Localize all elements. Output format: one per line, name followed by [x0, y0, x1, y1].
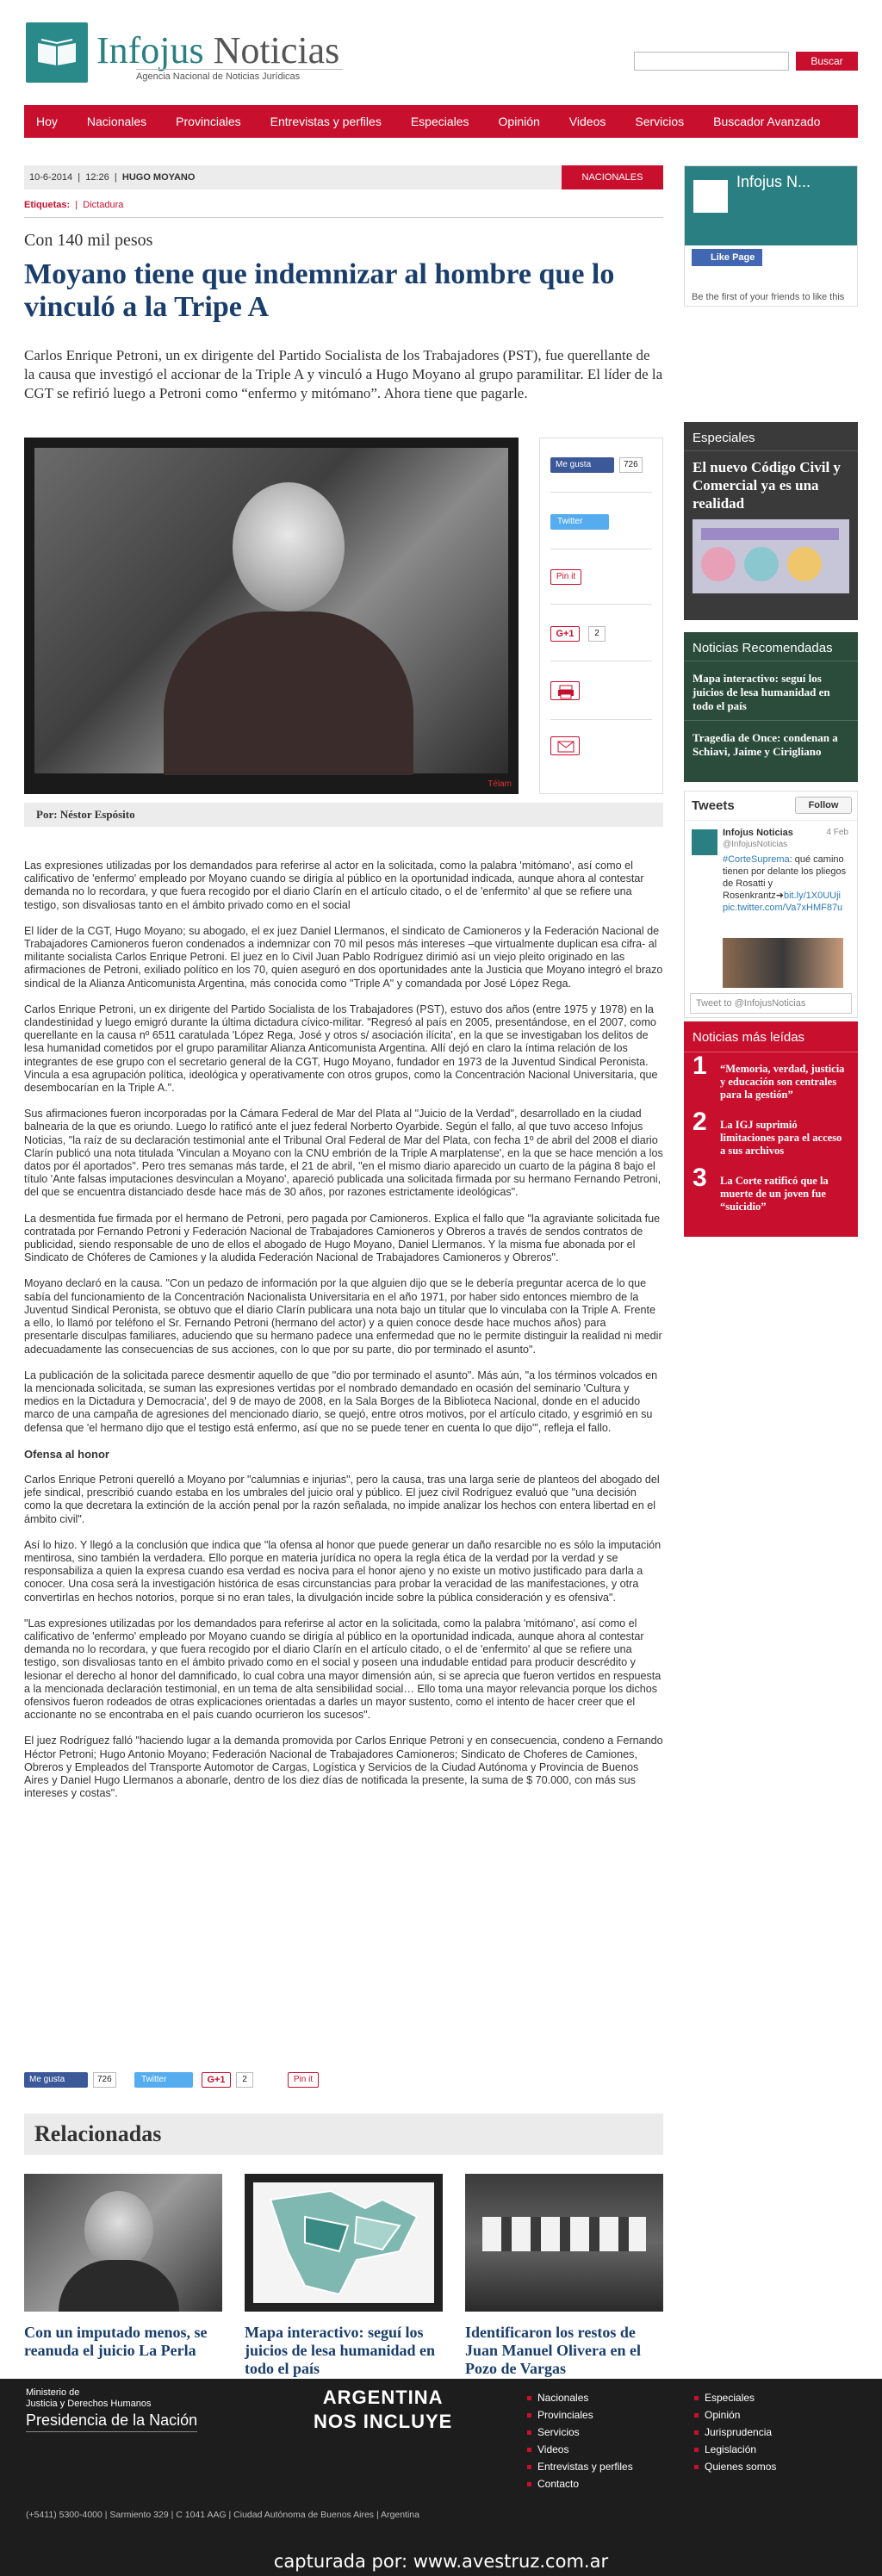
section-badge[interactable]: NACIONALES [562, 165, 663, 189]
related-card[interactable] [24, 2174, 222, 2360]
photo-figure-head [233, 482, 345, 611]
logo-icon [692, 178, 730, 214]
facebook-like-count: 726 [619, 457, 643, 473]
article-topic[interactable]: HUGO MOYANO [121, 172, 196, 183]
footer-links-col2 [694, 2389, 776, 2475]
subheading: Ofensa al honor [24, 1447, 109, 1461]
facebook-page-name[interactable]: Infojus N... [736, 173, 811, 190]
article-time: 12:26 [85, 172, 109, 183]
tag-link[interactable]: Dictadura [83, 200, 124, 210]
recomendadas-heading: Noticias Recomendadas [693, 641, 833, 655]
tweet-date[interactable]: 4 Feb [826, 828, 848, 837]
tweets-heading: Tweets [685, 791, 857, 821]
facebook-page-widget [684, 165, 858, 307]
photo-credit: Télam [488, 779, 512, 789]
mas-leidas-text[interactable]: La IGJ suprimió limitaciones para el acceso a sus archivos [720, 1119, 842, 1157]
tweet-pic-link[interactable]: pic.twitter.com/Va7xHMF87u [723, 903, 843, 913]
nav-item-opinion[interactable]: Opinión [498, 115, 540, 128]
recomendada-item[interactable]: Tragedia de Once: condenan a Schiavi, Jaime y Cirigliano [684, 720, 858, 766]
tweet-link[interactable]: bit.ly/1X0UUji [783, 891, 841, 901]
footer-link[interactable]: Servicios [527, 2424, 633, 2441]
paragraph: La desmentida fue firmada por el hermano de Petroni, pero pagada por Camioneros. Explica el fallo que "la agraviante solicitada fue contratada por Fernando Petroni y Federación Nacional de Trabajadores Camioneros y Obreros a través de sendos contratos de publicidad, siendo responsable de uno de ellos el abogado de Hugo Moyano, Daniel Llermanos. Y la misma fue abonada por el Sindicato de Chóferes de Camiones y la aludida Federación Nacional de Trabajadores Camioneros y Obreros". [24, 1212, 661, 1264]
tags-row: Etiquetas: | Dictadura [24, 200, 124, 210]
footer-slogan-line1: ARGENTINA [322, 2387, 444, 2408]
footer-links-col1 [527, 2389, 633, 2492]
article-lead: Carlos Enrique Petroni, un ex dirigente del Partido Socialista de los Trabajadores (PST), fue querellante de la causa que investigó el accionar de la Triple A y vinculó a Hugo Moyano al grupo paramilitar. El líder de la CGT se refirió luego a Petroni como “enfermo y mitómano”. Ahora tiene que pagarle. [24, 347, 663, 401]
mas-leidas-item[interactable] [684, 1164, 858, 1220]
footer-link[interactable]: Videos [527, 2441, 633, 2458]
paragraph: Carlos Enrique Petroni querelló a Moyano por "calumnias e injurias", pero la causa, tras una larga serie de planteos del abogado del jefe sindical, prescribió cuando estaba en los umbrales del juicio oral y público. El juez civil Rodríguez evaluó que "una decisión como la que decretara la extinción de la acción penal por la razón señalada, no impide analizar los hechos con entera libertad en el ámbito civil". [24, 1473, 660, 1525]
footer-link[interactable]: Provinciales [527, 2406, 633, 2424]
recomendadas-box [684, 632, 858, 782]
tagline: Agencia Nacional de Noticias Jurídicas [136, 69, 343, 82]
related-caption[interactable]: Con un imputado menos, se reanuda el juicio La Perla [24, 2324, 208, 2359]
especiales-image[interactable] [693, 519, 849, 593]
tweet-text [723, 853, 852, 914]
avatar[interactable] [692, 829, 717, 855]
especiales-heading: Especiales [684, 422, 858, 451]
photo-figure-body [164, 611, 413, 775]
tweet-image[interactable] [723, 938, 843, 988]
paragraph: Así lo hizo. Y llegó a la conclusión que indica que "la ofensa al honor que puede generar un daño resarcible no es sólo la imputación mentirosa, sino también la verdadera. Ello porque en materia jurídica no opera la regla ética de la verdad por la verdad y se responsabiliza a quien la expresa cuando esa verdad es nociva para el honor ajeno y no existe un motivo justificado para darla a conocer. Una cosa será la investigación histórica de esas circunstancias para probar la veracidad de las manifestaciones, y otra convertirlas en hechos notorios, porque si no eran tales, la divulgación incide sobre la pública consideración y es ofensiva". [24, 1538, 662, 1604]
facebook-friends-text: Be the first of your friends to like this [692, 292, 845, 302]
mas-leidas-item[interactable] [684, 1052, 858, 1108]
facebook-cover[interactable] [685, 166, 857, 245]
footer-link[interactable]: Quienes somos [694, 2458, 776, 2475]
paragraph: Las expresiones utilizadas por los demandados para referirse al actor en la solicitada, como la palabra 'mitómano', así como el calificativo de 'enfermo' empleado por Moyano cuando se dirigía al público en la oportunidad indicada, aunque ahora al contestar demanda no lo recordara, y que fuera recogido por el diario Clarín en el artículo citado, o el de 'enfermito' al que se refiere una testigo, son disvaliosas tanto en el ámbito privado como en el social [24, 860, 644, 911]
mas-leidas-item[interactable] [684, 1108, 858, 1164]
twitter-share-button[interactable]: Twitter [134, 2072, 193, 2088]
footer-slogan-line2: NOS INCLUYE [314, 2411, 453, 2432]
paragraph: El líder de la CGT, Hugo Moyano; su abogado, el ex juez Daniel Llermanos, el sindicato de Camioneros y la Federación Nacional de Trabajadores Camioneros fueron condenados a indemnizar con 70 mil pesos más intereses –que virtualmente duplican esa cifra- al militante socialista Carlos Enrique Petroni. El juez en lo Civil Juan Pablo Rodríguez dirimió así un viejo pleito originado en las afirmaciones de Petroni, exiliado político en los 70, quien aseguró en dos oportunidades ante la Justicia que Moyano integró el brazo sindical de la Alianza Anticomunista Argentina, más conocida como "Triple A" y comandada por José López Rega. [24, 924, 663, 990]
social-share-column [539, 438, 663, 794]
tweet-author-handle[interactable]: @InfojusNoticias [723, 840, 788, 849]
facebook-like-button[interactable]: Me gusta [24, 2072, 88, 2088]
related-card[interactable] [245, 2174, 443, 2378]
article-body [24, 860, 663, 1813]
facebook-like-count: 726 [93, 2072, 116, 2088]
mas-leidas-text[interactable]: La Corte ratificó que la muerte de un joven fue “suicidio” [720, 1175, 829, 1213]
related-image[interactable] [245, 2174, 443, 2312]
mas-leidas-number: 3 [693, 1164, 707, 1192]
paragraph: Carlos Enrique Petroni, un ex dirigente del Partido Socialista de los Trabajadores (PST), estuvo dos años (entre 1975 y 1978) en la clandestinidad y luego emigró durante la última dictadura cívico-militar. "Regresó al país en 2005, presentándose, en el 2007, como querellante en la causa nº 6511 caratulada 'López Rega, José y otros s/ asociación ilícita', en la que se investigaban los delitos de lesa humanidad cometidos por el grupo paramilitar Alianza Anticomunista Argentina. Allí dejó en claro la íntima relación de los integrantes de ese grupo con el secretario general de la CGT, Hugo Moyano, fundador en 1973 de la Juventud Sindical Peronista. Vincula a esa agrupación política, ideológica y operativamente con otros grupos, como la Concentración Nacional Universitaria, que desembocarían en la Triple A.". [24, 1002, 658, 1095]
tweet-body: : qué camino tienen por delante los pliegos de Rosatti y Rosenkrantz➜ [723, 854, 847, 901]
paragraph: Sus afirmaciones fueron incorporadas por la Cámara Federal de Mar del Plata al "Juicio de la Verdad", desarrollado en la ciudad balnearia de la que es oriundo. Luego lo ratificó ante el juez federal Norberto Oyarbide. Según el fallo, al que tuvo acceso Infojus Noticias, "la raíz de su declaración testimonial ante el Tribunal Oral Federal de Mar del Plata, con fecha 1º de abril del 2008 el diario Clarín publicó una nota titulada 'Vinculan a Moyano con la CNU embrión de la Triple A marplatense', en la que se hace mención a los datos por él aportados". Pero tres semanas más tarde, el 21 de abril, "en el mismo diario aparecido un cuarto de la página 8 bajo el título 'Ante falsas imputaciones desvinculan a Moyano', apareció publicada una solicitada firmada por su hermano Fernando Petroni, del que se encuentra distanciado desde hace más de 30 años, por razones estrictamente ideológicas". [24, 1108, 663, 1199]
footer-link[interactable]: Especiales [694, 2389, 776, 2406]
logo-icon[interactable] [26, 22, 88, 83]
print-icon[interactable] [550, 681, 580, 700]
footer-slogan [314, 2386, 452, 2434]
related-image[interactable] [465, 2174, 663, 2312]
capture-watermark: capturada por: www.avestruz.com.ar [0, 2547, 882, 2576]
google-plus-count: 2 [588, 626, 606, 642]
tweet-compose-input[interactable]: Tweet to @InfojusNoticias [690, 993, 852, 1014]
footer-link[interactable]: Jurisprudencia [694, 2424, 776, 2441]
footer-presidency[interactable]: Presidencia de la Nación [26, 2412, 197, 2432]
related-caption[interactable]: Mapa interactivo: seguí los juicios de lesa humanidad en todo el país [245, 2324, 436, 2377]
related-caption[interactable]: Identificaron los restos de Juan Manuel Olivera en el Pozo de Vargas [465, 2324, 641, 2377]
article-kicker: Con 140 mil pesos [24, 231, 153, 250]
related-heading: Relacionadas [24, 2114, 663, 2155]
tweets-widget [684, 791, 858, 1018]
footer-address: (+5411) 5300-4000 | Sarmiento 329 | C 1041 AAG | Ciudad Autónoma de Buenos Aires | Argentina [26, 2510, 419, 2520]
footer-link[interactable]: Contacto [527, 2475, 633, 2492]
nav-item-provinciales[interactable]: Provinciales [176, 115, 241, 128]
nav-item-hoy[interactable]: Hoy [36, 115, 58, 128]
especiales-title[interactable]: El nuevo Código Civil y Comercial ya es una realidad [693, 459, 841, 512]
divider [24, 217, 663, 218]
nav-item-servicios[interactable]: Servicios [635, 115, 685, 128]
pinterest-button[interactable]: Pin it [550, 569, 581, 585]
especiales-box [684, 422, 858, 620]
tweet-hashtag[interactable]: #CorteSuprema [723, 854, 790, 865]
tags-label: Etiquetas: [24, 200, 71, 210]
nav-item-buscador[interactable]: Buscador Avanzado [713, 115, 821, 128]
google-plus-count: 2 [236, 2072, 253, 2088]
article-meta: 10-6-2014 | 12:26 | HUGO MOYANO [24, 165, 663, 189]
mas-leidas-text[interactable]: “Memoria, verdad, justicia y educación son centrales para la gestión” [720, 1063, 845, 1101]
facebook-like-page-button[interactable]: Like Page [692, 249, 762, 266]
twitter-share-button[interactable]: Twitter [550, 514, 609, 530]
divider [550, 492, 652, 493]
divider [550, 719, 652, 720]
recomendada-item[interactable]: Mapa interactivo: seguí los juicios de lesa humanidad en todo el país [684, 661, 858, 720]
article-date: 10-6-2014 [29, 172, 73, 183]
nav-item-videos[interactable]: Videos [568, 115, 606, 128]
nav-item-entrevistas[interactable]: Entrevistas y perfiles [270, 115, 382, 128]
site-header [0, 0, 882, 103]
related-card[interactable] [465, 2174, 663, 2378]
paragraph: "Las expresiones utilizadas por los demandados para referirse al actor en la solicitada, como la palabra 'mitómano', así como el calificativo de 'enfermo' empleado por Moyano cuando se dirigía al público en la oportunidad indicada, aunque ahora al contestar demanda no lo recordara, y que fuera recogido por el diario Clarín en el artículo citado, o el de 'enfermito' al que se refiere una testigo, son disvaliosas tanto en el ámbito privado como en el social y poseen una indudable entidad para producir descrédito y lesionar el derecho al honor del damnificado, lo cual cobra una mayor dimensión aún, si se aprecia que fueron vertidos en respuesta a la mencionada declaración testimonial, en un tema de alta sensibilidad social… Ello toma una mayor relevancia porque los dichos ofensivos fueron rodeados de otras explicaciones orientadas a darles un mayor sustento, como el intento de hacer creer que el accionante no se encontraba en el país cuando ocurrieron los sucesos". [24, 1617, 662, 1722]
divider [550, 604, 652, 605]
brand-name[interactable]: Infojus Noticias [96, 29, 340, 71]
paragraph: La publicación de la solicitada parece desmentir aquello de que "dio por terminado el asunto". Más aún, "a los términos volcados en la mencionada solicitada, se suman las expresiones vertidas por el nombrado demandado en ocasión del seminario 'Cultura y medios en la Dictadura y Democracia', del 9 de mayo de 2008, en la Sala Borges de la Biblioteca Nacional, donde en el aducido marco de una campaña de agresiones del mencionado diario, se quejó, entre otros motivos, por el artículo citado, y esgrimió en su defensa que 'el hermano dijo que el testigo está enfermo, así que no se puede tener en cuenta lo que dijo'", refleja el fallo. [24, 1369, 658, 1434]
paragraph: El juez Rodríguez falló "haciendo lugar a la demanda promovida por Carlos Enrique Petroni y en consecuencia, condeno a Fernando Héctor Petroni; Hugo Antonio Moyano; Federación Nacional de Trabajadores Camioneros; Sindicato de Choferes de Camiones, Obreros y Empleados del Transporte Automotor de Cargas, Logística y Servicios de la Ciudad Autónoma y Provincia de Buenos Aires y Daniel Hugo Llermanos a abonarle, dentro de los diez días de notificada la presente, la suma de $ 70.000, con más sus intereses y costas". [24, 1735, 663, 1800]
facebook-like-button[interactable]: Me gusta [550, 457, 614, 473]
article-photo [24, 438, 519, 794]
related-image[interactable] [24, 2174, 222, 2312]
mas-leidas-heading: Noticias más leídas [684, 1021, 858, 1052]
google-plus-button[interactable]: G+1 [202, 2072, 231, 2088]
search-input[interactable] [634, 52, 789, 71]
byline: Por: Néstor Espósito [24, 803, 663, 827]
google-plus-button[interactable]: G+1 [550, 626, 580, 642]
article-title: Moyano tiene que indemnizar al hombre que lo vinculó a la Tripe A [24, 258, 615, 323]
nav-item-especiales[interactable]: Especiales [410, 115, 469, 128]
bottom-share-bar [24, 2072, 663, 2089]
footer-link[interactable]: Legislación [694, 2441, 776, 2458]
pinterest-button[interactable]: Pin it [288, 2072, 319, 2088]
footer-link[interactable]: Nacionales [527, 2389, 633, 2406]
search-button[interactable]: Buscar [796, 52, 858, 71]
twitter-follow-button[interactable]: Follow [795, 797, 852, 814]
mas-leidas-box [684, 1021, 858, 1237]
footer-link[interactable]: Opinión [694, 2406, 776, 2424]
site-footer [0, 2379, 882, 2547]
mas-leidas-number: 2 [693, 1108, 707, 1136]
footer-link[interactable]: Entrevistas y perfiles [527, 2458, 633, 2475]
nav-item-nacionales[interactable]: Nacionales [86, 115, 147, 128]
email-icon[interactable] [550, 736, 580, 755]
main-nav [24, 105, 858, 138]
tweet-author-name[interactable]: Infojus Noticias [723, 828, 793, 838]
mas-leidas-number: 1 [693, 1052, 707, 1080]
photo-image [34, 448, 508, 773]
footer-ministry[interactable]: Ministerio de Justicia y Derechos Humanos [26, 2387, 152, 2409]
paragraph: Moyano declaró en la causa. "Con un pedazo de información por la que alguien dijo que se le debería preguntar acerca de lo que sabía del funcionamiento de la Concentración Nacionalista Universitaria en el año 1971, por haber sido entonces miembro de la Juventud Sindical Peronista, se obtuvo que el diario Clarín publicara una nota bajo un titular que lo vinculaba con la Triple A. Frente a ello, lo llamó por teléfono el Sr. Fernando Petroni (hermano del actor) y a quien conoce desde hace muchos años) para presentarle disculpas familiares, aduciendo que su hermano padece una enfermedad que no le permite distinguir la realidad ni medir adecuadamente las consecuencias de sus acciones, con lo que por su parte, dio por terminado el asunto". [24, 1277, 662, 1356]
